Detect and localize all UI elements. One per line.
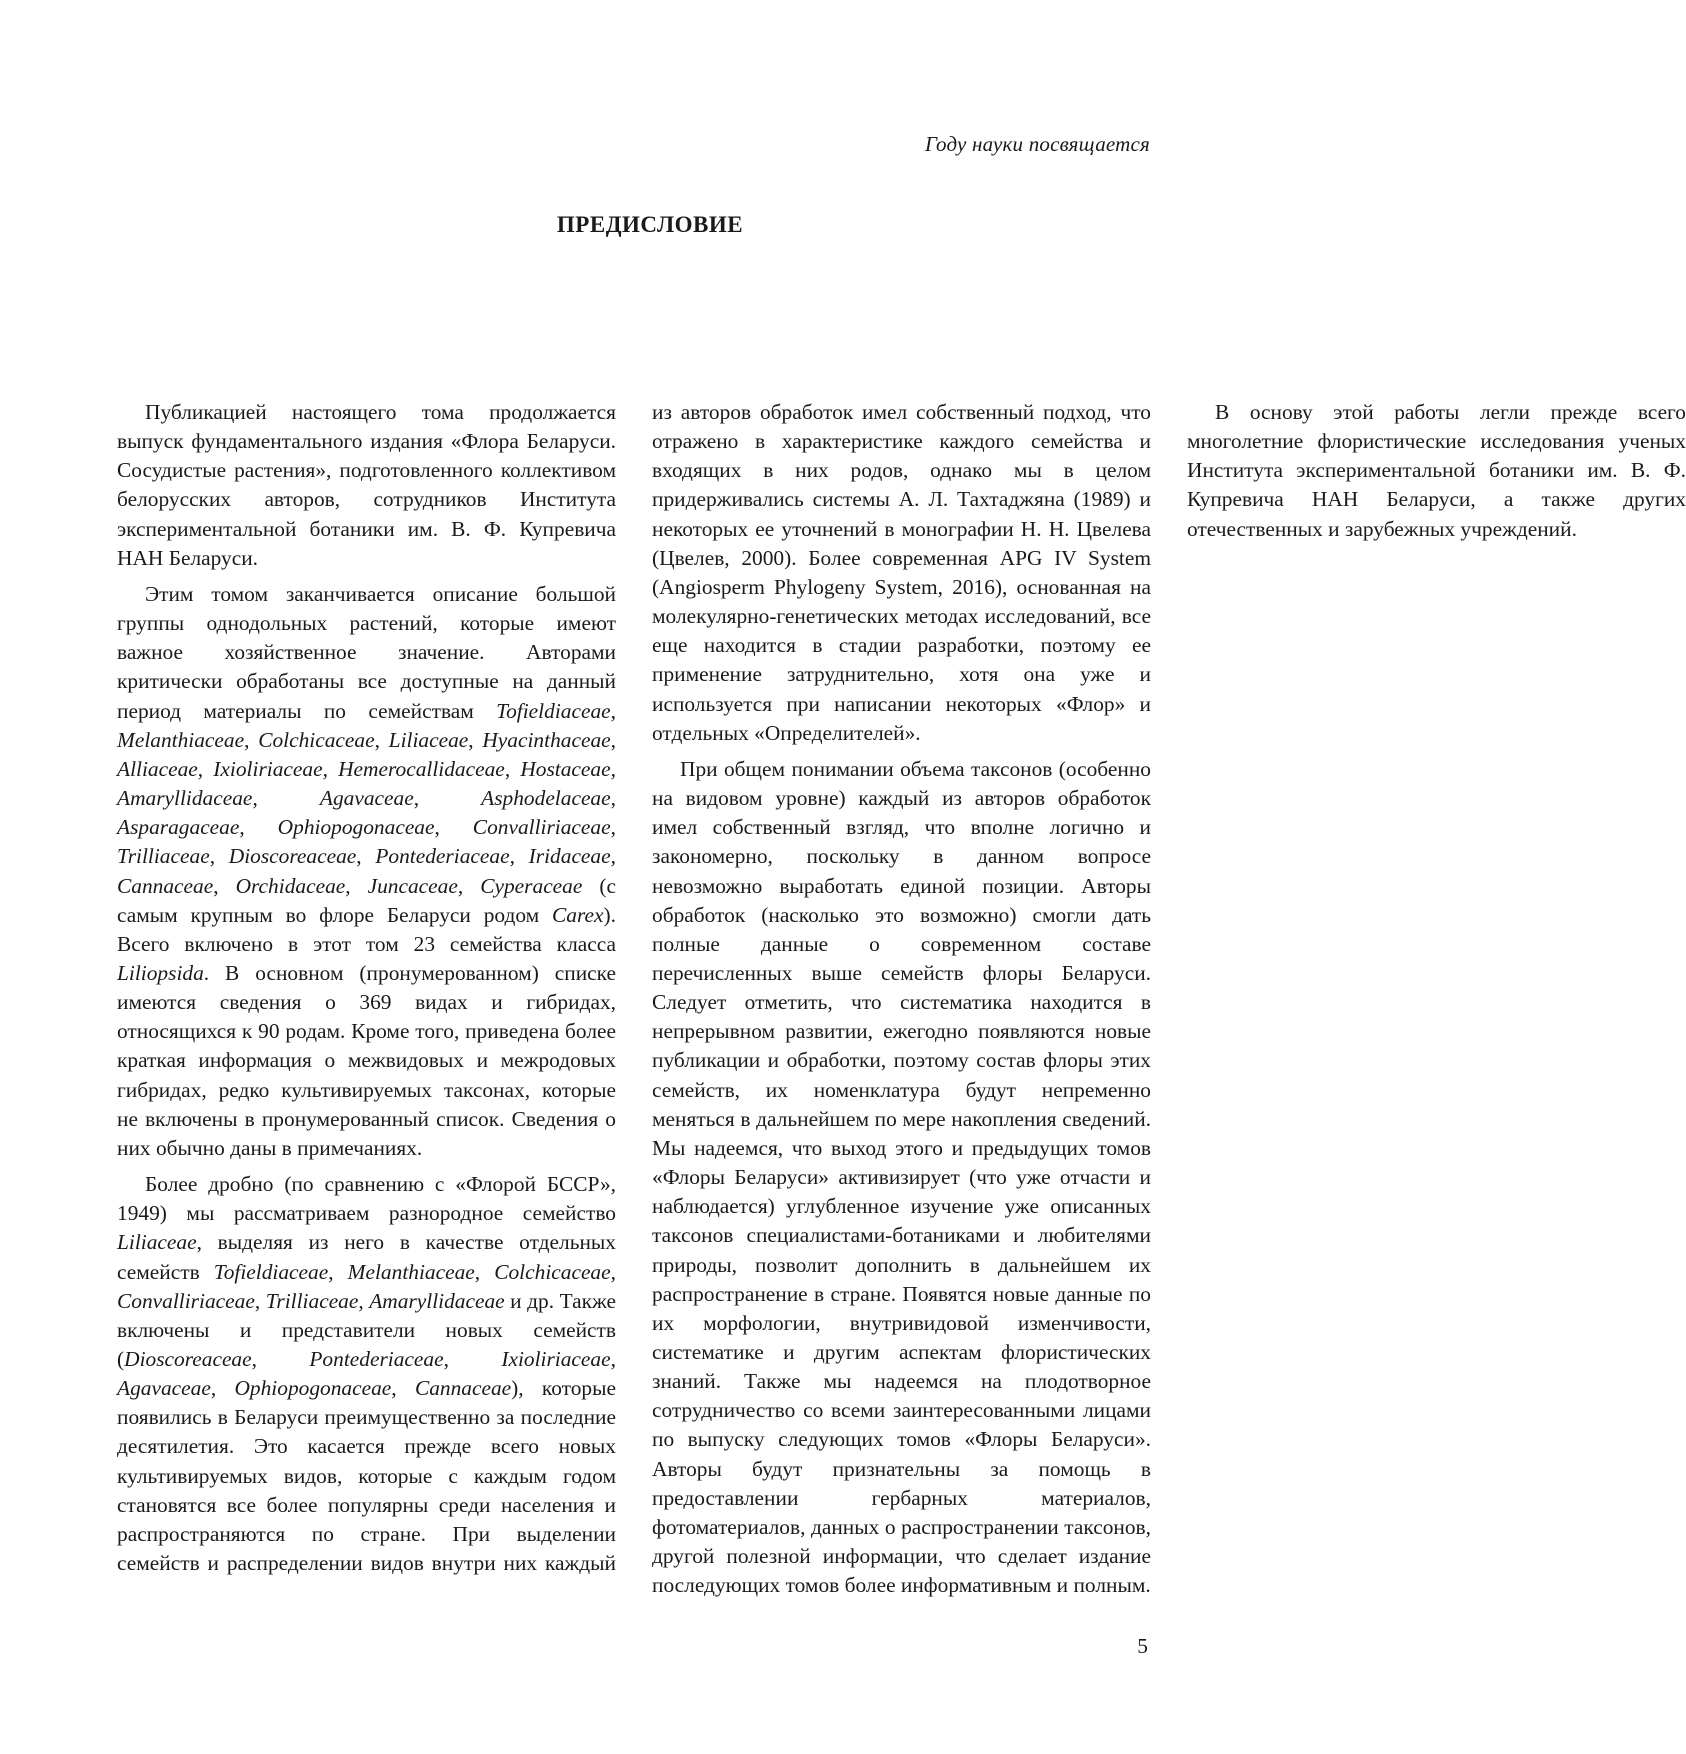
taxon-name: Agavaceae — [319, 786, 414, 811]
taxon-name: Convalliriaceae — [117, 1288, 255, 1313]
dedication-epigraph: Году науки посвящается — [924, 132, 1150, 156]
taxon-name: Trilliaceae — [265, 1288, 359, 1313]
taxon-name: Hostaceae — [520, 756, 611, 781]
taxon-name: Cyperaceae — [480, 873, 583, 898]
taxon-name: Hyacinthaceae — [482, 727, 611, 752]
taxon-name: Ixioliriaceae — [213, 756, 323, 781]
taxon-name: Liliaceae — [388, 727, 469, 752]
page-title: ПРЕДИСЛОВИЕ — [556, 212, 744, 237]
taxon-name: Asphodelaceae — [481, 786, 611, 811]
taxon-name: Carex — [552, 902, 604, 927]
taxon-name: Cannaceae — [117, 873, 214, 898]
taxon-name: Dioscoreaceae — [124, 1347, 252, 1371]
taxon-name: Pontederiaceae — [375, 844, 510, 869]
taxon-name: Iridaceae — [528, 844, 611, 869]
taxon-name: Cannaceae — [414, 1376, 512, 1401]
taxon-name: Ophiopogonaceae — [277, 815, 435, 840]
taxon-name: Agavaceae — [117, 1376, 211, 1401]
page-number: 5 — [1137, 1634, 1148, 1658]
taxon-name: Orchidaceae — [235, 873, 346, 898]
taxon-name: Convalliriaceae — [472, 815, 611, 840]
paragraph-2: Этим томом заканчивается описание большой группы однодольных растений, которые имеют важное хозяйственное значение. Авторами критически обработаны все доступные на данный период материалы по семействам Tofieldiaceae, Melanthiaceae, Colchicaceae, Liliaceae, Hyacinthaceae, Alliaceae, Ixioliriaceae, Hemerocallidaceae, Hostaceae, Amaryllidaceae, Agavaceae, Asphodelaceae, Asparagaceae, Ophiopogonaceae, Convalliriaceae, Trilliaceae, Dioscoreaceae, Pontederiaceae, Iridaceae, Cannaceae, Orchidaceae, Juncaceae, Cyperaceae (с самым крупным во флоре Беларуси родом Carex). Всего включено в этот том 23 семейства класса Liliopsida. В основном (пронумерованном) списке имеются сведения о 369 видах и гибридах, относящихся к 90 родам. Кроме того, приведена более краткая информация о межвидовых и межродовых гибридах, редко культивируемых таксонах, которые не включены в пронумерованный список. Сведения о них обычно даны в примечаниях. — [117, 581, 616, 1160]
taxon-name: Dioscoreaceae — [228, 844, 357, 869]
taxon-name: Liliopsida — [117, 960, 204, 985]
taxon-name: Alliaceae — [117, 756, 198, 781]
body-text-columns — [117, 398, 1686, 1606]
paragraph-5: В основу этой работы легли прежде всего многолетние флористические исследования ученых Института экспериментальной ботаники им. В. Ф. Купревича НАН Беларуси, а также других отечественных и зарубежных учреждений. — [1187, 400, 1686, 541]
taxon-name: Tofieldiaceae — [213, 1259, 329, 1284]
paragraph-4: При общем понимании объема таксонов (особенно на видовом уровне) каждый из авторов обработок имел собственный взгляд, что вполне логично и закономерно, поскольку в данном вопросе невозможно выработать единой позиции. Авторы обработок (насколько это возможно) смогли дать полные данные о современном составе перечисленных выше семейств флоры Беларуси. Следует отметить, что систематика находится в непрерывном развитии, ежегодно появляются новые публикации и обработки, поэтому состав флоры этих семейств, их номенклатура будут непременно меняться в дальнейшем по мере накопления сведений. Мы надеемся, что выход этого и предыдущих томов «Флоры Беларуси» активизирует (что уже отчасти и наблюдается) углубленное изучение уже описанных таксонов специалистами-ботаниками и любителями природы, позволит дополнить в дальнейшем их распространение в стране. Появятся новые данные по их морфологии, внутривидовой изменчивости, систематике и другим аспектам флористических знаний. Также мы надеемся на плодотворное сотрудничество со всеми заинтересованными лицами по выпуску следующих томов «Флоры Беларуси». Авторы будут признательны за помощь в предоставлении гербарных материалов, фотоматериалов, данных о распространении таксонов, другой полезной информации, что сделает издание последующих томов более информативным и полным. — [652, 756, 1151, 1598]
taxon-name: Ixioliriaceae — [501, 1347, 611, 1371]
taxon-name: Tofieldiaceae — [496, 698, 611, 723]
taxon-name: Asparagaceae — [117, 815, 240, 840]
taxon-name: Liliaceae — [117, 1230, 197, 1255]
taxon-name: Ophiopogonaceae — [234, 1376, 392, 1401]
paragraph-3: Более дробно (по сравнению с «Флорой БССР», 1949) мы рассматриваем разнородное семейство Liliaceae, выделяя из него в качестве отдельных семейств Tofieldiaceae, Melanthiaceae, Colchicaceae, Convalliriaceae, Trilliaceae, Amaryllidaceae и др. Также включены и представители новых семейств (Dioscoreaceae, Pontederiaceae, Ixioliriaceae, Agavaceae, Ophiopogonaceae, Cannaceae), которые появились в Беларуси преимущественно за последние десятилетия. Это касается прежде всего новых культивируемых видов, которые с каждым годом становятся все более популярны среди населения и распространяются по стране. При выделении семейств и распределении видов внутри них каждый из авторов обработок имел собственный подход, что отражено в характеристике каждого семейства и входящих в них родов, однако мы в целом придерживались системы А. Л. Тахтаджяна (1989) и некоторых ее уточнений в монографии Н. Н. Цвелева (Цвелев, 2000). Более современная APG IV System (Angiosperm Phylogeny System, 2016), основанная на молекулярно-генетических методах исследований, все еще находится в стадии разработки, поэтому ее применение затруднительно, хотя она уже и используется при написании некоторых «Флор» и отдельных «Определителей». — [117, 400, 1151, 1576]
taxon-name: Hemerocallidaceae — [338, 756, 505, 781]
taxon-name: Colchicaceae — [258, 727, 375, 752]
taxon-name: Pontederiaceae — [309, 1347, 444, 1371]
taxon-name: Juncaceae — [367, 873, 458, 898]
paragraph-1: Публикацией настоящего тома продолжается выпуск фундаментального издания «Флора Беларуси. Сосудистые растения», подготовленного коллективом белорусских авторов, сотрудников Института экспериментальной ботаники им. В. Ф. Купревича НАН Беларуси. — [117, 400, 616, 570]
taxon-name: Melanthiaceae — [117, 727, 245, 752]
taxon-name: Amaryllidaceae — [369, 1288, 505, 1313]
taxon-name: Amaryllidaceae — [117, 786, 253, 811]
taxon-name: Melanthiaceae — [347, 1259, 475, 1284]
taxon-name: Colchicaceae — [494, 1259, 611, 1284]
taxon-name: Trilliaceae — [117, 844, 210, 869]
